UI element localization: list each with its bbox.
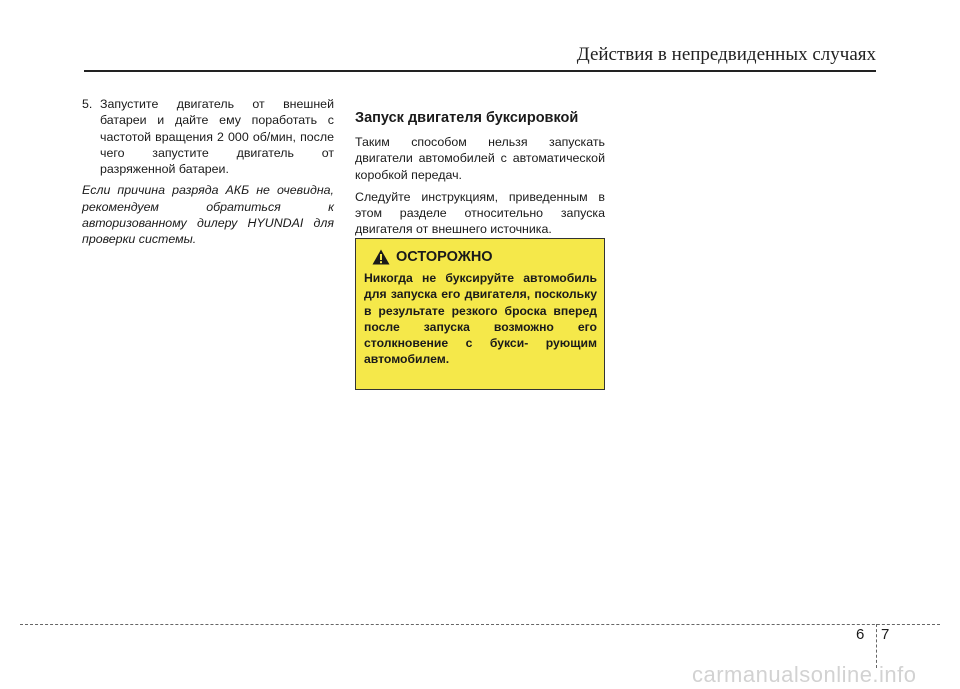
warning-title: ОСТОРОЖНО — [396, 249, 493, 265]
step-5 — [82, 96, 334, 177]
italic-note: Если причина разряда АКБ не очевидна, рекомендуем обратиться к авторизованному дилеру HYUNDAI для проверки системы. — [82, 183, 334, 247]
paragraph-automatic-transmission: Таким способом нельзя запускать двигатели автомобилей с автоматической коробкой передач. — [355, 135, 605, 182]
paragraph-instructions: Следуйте инструкциям, приведенным в этом разделе относительно запуска двигателя от внешнего источника. — [355, 189, 605, 237]
step-number: 5. — [82, 97, 93, 111]
section-heading: Запуск двигателя буксировкой — [355, 110, 579, 126]
page-header-title: Действия в непредвиденных случаях — [576, 44, 876, 65]
step-text: Запустите двигатель от внешней батареи и дайте ему поработать с частотой вращения 2 000 об/мин, после чего запустите двигатель от разряженной батареи. — [100, 97, 334, 177]
section-number: 6 — [856, 626, 865, 643]
left-column — [82, 96, 334, 248]
warning-text: Никогда не буксируйте автомобиль для запуска его двигателя, поскольку в результате резкого броска вперед после запуска возможно его столкновение с букси- рующим автомобилем. — [364, 271, 597, 367]
footer-rule — [20, 624, 940, 625]
warning-triangle-icon — [372, 249, 390, 265]
warning-header — [364, 249, 597, 265]
middle-column — [355, 109, 605, 244]
watermark: carmanualsonline.info — [692, 662, 917, 687]
page-number: 7 — [881, 626, 890, 643]
warning-box — [355, 238, 605, 390]
header-rule — [84, 70, 876, 72]
